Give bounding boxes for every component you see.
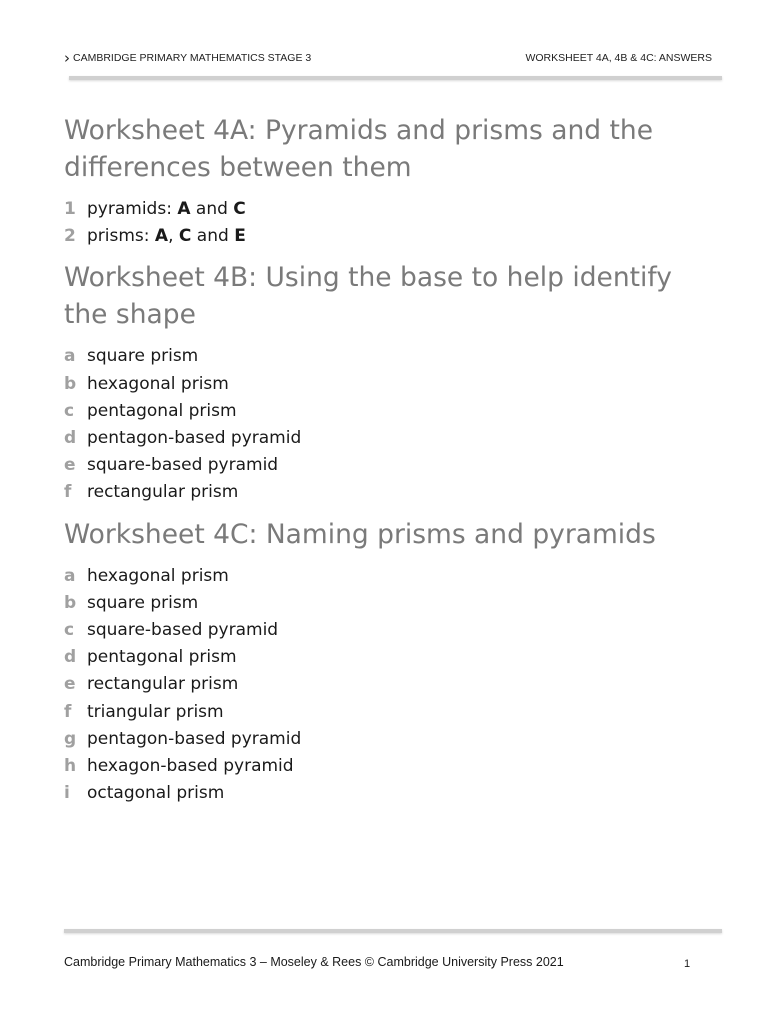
answer-text bbox=[87, 196, 246, 223]
answer-text bbox=[87, 452, 278, 479]
answer-emphasis: A bbox=[154, 226, 169, 247]
answer-list bbox=[64, 563, 704, 808]
answer-marker: 2 bbox=[64, 226, 76, 247]
answer-marker: 1 bbox=[64, 199, 76, 219]
answer-text-part: rectangular prism bbox=[87, 674, 239, 695]
answer-text bbox=[87, 398, 237, 425]
answer-item bbox=[64, 590, 704, 617]
answer-marker: f bbox=[64, 701, 72, 722]
answer-text-part: square prism bbox=[87, 346, 199, 367]
answer-item bbox=[64, 671, 704, 698]
answer-text-part: pyramids: bbox=[87, 199, 178, 219]
answer-text-part: prisms: bbox=[87, 226, 155, 247]
answer-text-part: rectangular prism bbox=[87, 482, 239, 503]
answer-text bbox=[87, 590, 198, 617]
answer-text bbox=[87, 644, 237, 671]
answer-item bbox=[64, 479, 704, 506]
answer-emphasis: C bbox=[178, 226, 192, 247]
answer-text-part: pentagon-based pyramid bbox=[87, 428, 302, 449]
header-worksheet-title: WORKSHEET 4A, 4B & 4C: ANSWERS bbox=[525, 52, 712, 64]
answer-text-part: hexagonal prism bbox=[87, 565, 229, 586]
answer-text-part: square-based pyramid bbox=[87, 620, 279, 641]
answer-text-part: hexagon-based pyramid bbox=[87, 756, 294, 777]
answer-item bbox=[64, 753, 704, 780]
page-number: 1 bbox=[684, 958, 691, 970]
answer-item bbox=[64, 398, 704, 425]
page-header bbox=[64, 49, 712, 68]
answer-item bbox=[64, 644, 704, 671]
answer-marker: d bbox=[64, 647, 77, 668]
answer-marker: c bbox=[64, 400, 75, 421]
footer-divider bbox=[64, 929, 722, 933]
answer-text bbox=[87, 563, 229, 590]
answer-item bbox=[64, 425, 704, 452]
answer-marker: f bbox=[64, 482, 72, 503]
answer-text bbox=[87, 343, 198, 370]
answer-emphasis: E bbox=[234, 226, 246, 247]
section-spacer bbox=[64, 250, 704, 259]
answer-text-part: square-based pyramid bbox=[87, 455, 279, 476]
header-left bbox=[64, 49, 312, 67]
answer-list bbox=[64, 343, 704, 506]
footer-copyright: Cambridge Primary Mathematics 3 – Moseley & Rees © Cambridge University Press 2021 bbox=[64, 955, 564, 969]
answer-marker: i bbox=[64, 783, 70, 804]
answer-text bbox=[87, 753, 294, 780]
section-spacer bbox=[64, 507, 704, 516]
answer-item bbox=[64, 343, 704, 370]
answer-item bbox=[64, 699, 704, 726]
header-divider bbox=[69, 76, 722, 80]
answer-text bbox=[87, 223, 246, 250]
answers-content bbox=[64, 112, 704, 807]
answer-marker: c bbox=[64, 620, 75, 641]
answer-text-part: pentagon-based pyramid bbox=[87, 728, 302, 749]
chevron-right-icon: › bbox=[64, 49, 70, 67]
answer-text bbox=[87, 699, 224, 726]
answer-text bbox=[87, 425, 301, 452]
section-heading: Worksheet 4B: Using the base to help identify the shape bbox=[64, 262, 672, 331]
answer-text-part: hexagonal prism bbox=[87, 373, 229, 394]
answer-item bbox=[64, 780, 704, 807]
answer-text bbox=[87, 780, 224, 807]
answer-item bbox=[64, 452, 704, 479]
answer-text bbox=[87, 671, 238, 698]
answer-marker: a bbox=[64, 346, 76, 367]
header-series-title: CAMBRIDGE PRIMARY MATHEMATICS STAGE 3 bbox=[73, 52, 312, 64]
answer-list bbox=[64, 196, 704, 250]
answer-item bbox=[64, 223, 704, 250]
answer-marker: g bbox=[64, 728, 77, 749]
answer-text bbox=[87, 726, 301, 753]
answer-marker: e bbox=[64, 455, 76, 476]
section-heading: Worksheet 4C: Naming prisms and pyramids bbox=[64, 518, 656, 550]
answer-text-part: square prism bbox=[87, 592, 199, 613]
answer-item bbox=[64, 371, 704, 398]
answer-item bbox=[64, 196, 704, 223]
answer-marker: e bbox=[64, 674, 76, 695]
answer-text bbox=[87, 371, 229, 398]
answer-marker: h bbox=[64, 756, 77, 777]
answer-text bbox=[87, 479, 238, 506]
answer-emphasis: C bbox=[233, 199, 246, 219]
answer-marker: a bbox=[64, 565, 76, 586]
answer-text-part: and bbox=[191, 226, 235, 247]
answer-marker: b bbox=[64, 373, 77, 394]
answer-text bbox=[87, 617, 278, 644]
answer-emphasis: A bbox=[177, 199, 191, 219]
answer-marker: d bbox=[64, 428, 77, 449]
answer-text-part: , bbox=[168, 226, 179, 247]
answer-text-part: triangular prism bbox=[87, 701, 224, 722]
answer-item bbox=[64, 563, 704, 590]
answer-text-part: and bbox=[190, 199, 234, 219]
answer-item bbox=[64, 617, 704, 644]
answer-marker: b bbox=[64, 592, 77, 613]
answer-text-part: octagonal prism bbox=[87, 783, 225, 804]
answer-text-part: pentagonal prism bbox=[87, 647, 237, 668]
section-heading: Worksheet 4A: Pyramids and prisms and the differences between them bbox=[64, 115, 654, 183]
answer-item bbox=[64, 726, 704, 753]
answer-text-part: pentagonal prism bbox=[87, 400, 237, 421]
